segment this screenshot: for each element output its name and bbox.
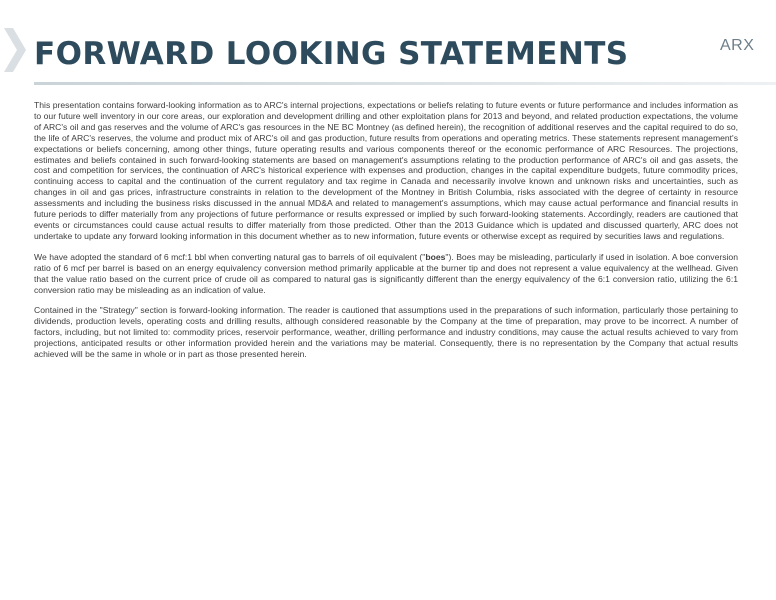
paragraph-boe-conversion (34, 252, 738, 296)
company-logo: ARX (720, 37, 755, 54)
boe-term: boes (425, 251, 446, 262)
paragraph-forward-looking: This presentation contains forward-looking information as to ARC's internal projections, expectations or beliefs relating to future events or future performance and includes information as to our future well inventory in our core areas, our exploration and development drilling and other exploitation plans for 2013 and beyond, and related production expectations, the volume of ARC's oil and gas reserves and the volume of ARC's gas resources in the NE BC Montney (as defined herein), the recognition of additional reserves and the capital required to do so, the life of ARC's reserves, the volume and product mix of ARC's oil and gas production, future results from operations and operating metrics. These statements represent management's expectations or beliefs concerning, among other things, future operating results and various components thereof or the economic performance of ARC Resources. The projections, estimates and beliefs contained in such forward-looking statements are based on management's assumptions relating to the production performance of ARC's oil and gas assets, the cost and competition for services, the continuation of ARC's historical experience with expenses and production, changes in the capital expenditure budgets, future commodity prices, continuing access to capital and the continuation of the current regulatory and tax regime in Canada and necessarily involve known and unknown risks and uncertainties, such as changes in oil and gas prices, infrastructure constraints in relation to the development of the Montney in British Columbia, risks associated with the degree of certainty in resource assessments and including the business risks discussed in the annual MD&A and related to management's assumptions, which may cause actual performance and financial results in future periods to differ materially from any projections of future performance or results expressed or implied by such forward-looking statements. Accordingly, readers are cautioned that events or circumstances could cause actual results to differ materially from those predicted. Other than the 2013 Guidance which is updated and discussed quarterly, ARC does not undertake to update any forward looking information in this document whether as to new information, future events or otherwise except as required by securities laws and regulations. (34, 100, 738, 241)
title-divider (34, 82, 776, 85)
boe-text-before: We have adopted the standard of 6 mcf:1 bbl when converting natural gas to barrels of oil equivalent (" (34, 251, 426, 262)
paragraph-strategy: Contained in the "Strategy" section is forward-looking information. The reader is cautioned that assumptions used in the preparations of such information, particularly those pertaining to dividends, production levels, operating costs and drilling results, although considered reasonable by the Company at the time of preparation, may prove to be incorrect. A number of factors, including, but not limited to: commodity prices, reservoir performance, weather, drilling performance and industry conditions, may cause the actual results achieved to vary from projections, anticipated results or other information provided herein and the variations may be material. Consequently, there is no representation by the Company that actual results achieved will be the same in whole or in part as those presented herein. (34, 305, 738, 360)
boe-text-after: "). Boes may be misleading, particularly if used in isolation. A boe conversion ratio of 6 mcf per barrel is based on an energy equivalency conversion method primarily applicable at the burner tip and does not represent a value equivalency at the wellhead. Given that the value ratio based on the current price of crude oil as compared to natural gas is significantly different than the energy equivalency of the 6:1 conversion ratio, utilizing the 6:1 conversion ratio may be misleading as an indication of value. (34, 251, 738, 295)
chevron-right-icon (4, 28, 26, 72)
disclaimer-body (34, 100, 738, 370)
page-title: FORWARD LOOKING STATEMENTS (34, 36, 629, 72)
